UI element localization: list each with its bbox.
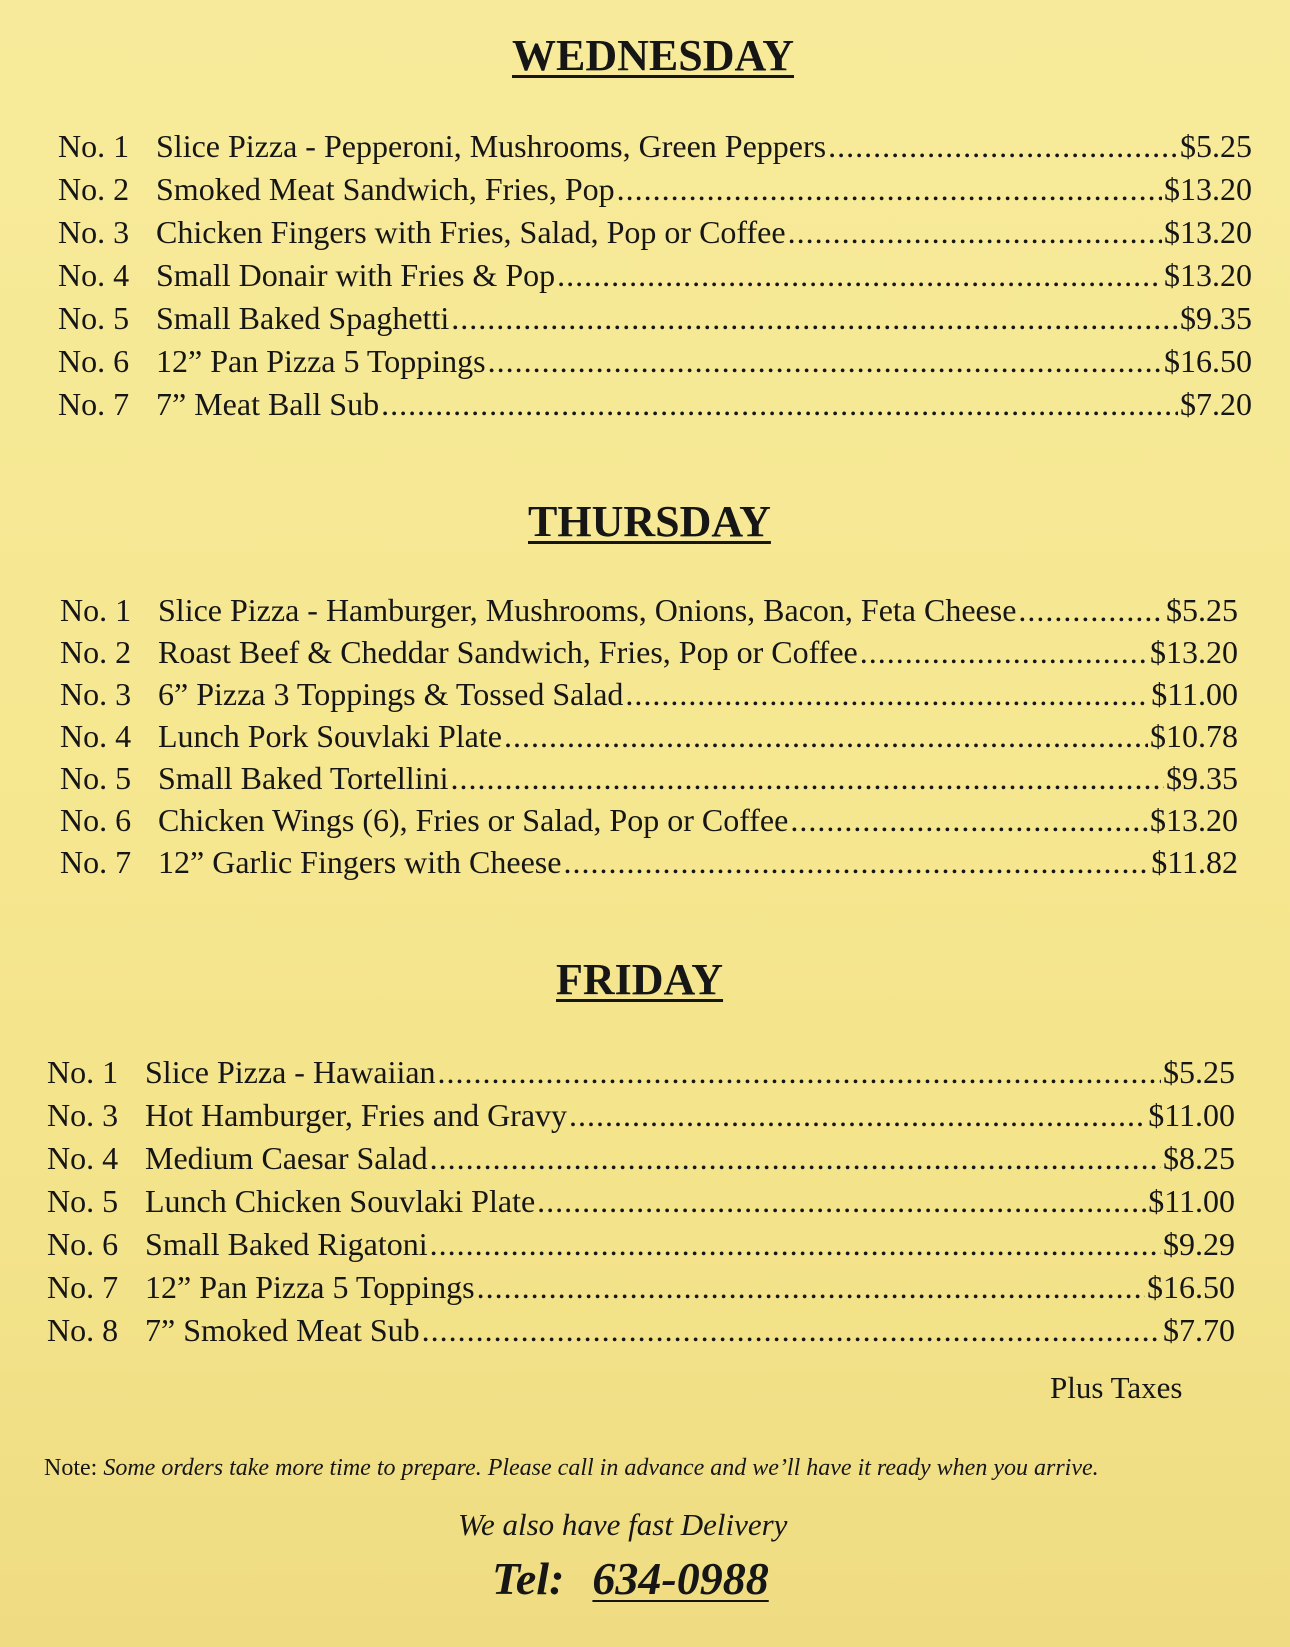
- menu-item: [60, 757, 1238, 799]
- friday-menu: [47, 1051, 1235, 1352]
- dot-leader: [563, 841, 1149, 883]
- item-number: No. 2: [60, 634, 132, 670]
- item-price: $5.25: [1163, 1054, 1235, 1090]
- dot-leader: [477, 1266, 1145, 1309]
- item-name: Chicken Wings (6), Fries or Salad, Pop or Coffee: [158, 802, 789, 838]
- dot-leader: [450, 757, 1164, 799]
- item-name: Small Baked Rigatoni: [145, 1226, 428, 1262]
- item-number: No. 4: [47, 1140, 119, 1176]
- menu-item: [47, 1180, 1235, 1223]
- item-name: Chicken Fingers with Fries, Salad, Pop or Coffee: [156, 214, 786, 250]
- phone-line: [492, 1551, 769, 1607]
- item-number: No. 7: [58, 386, 130, 422]
- item-name: Slice Pizza - Hamburger, Mushrooms, Onions, Bacon, Feta Cheese: [158, 592, 1017, 628]
- dot-leader: [860, 631, 1148, 673]
- item-price: $9.29: [1163, 1226, 1235, 1262]
- item-number: No. 5: [58, 300, 130, 336]
- dot-leader: [617, 168, 1162, 211]
- menu-item: [60, 589, 1238, 631]
- item-name: Lunch Pork Souvlaki Plate: [158, 718, 502, 754]
- menu-item: [47, 1266, 1235, 1309]
- dot-leader: [430, 1223, 1161, 1266]
- dot-leader: [438, 1051, 1161, 1094]
- item-number: No. 4: [58, 257, 130, 293]
- item-price: $11.00: [1148, 1183, 1235, 1219]
- item-number: No. 3: [47, 1097, 119, 1133]
- item-price: $16.50: [1147, 1269, 1235, 1305]
- item-name: 12” Pan Pizza 5 Toppings: [156, 343, 486, 379]
- dot-leader: [788, 211, 1162, 254]
- dot-leader: [488, 340, 1162, 383]
- item-number: No. 1: [60, 592, 132, 628]
- menu-item: [58, 125, 1252, 168]
- item-name: 7” Smoked Meat Sub: [145, 1312, 420, 1348]
- item-number: No. 5: [47, 1183, 119, 1219]
- menu-item: [58, 168, 1252, 211]
- item-price: $7.70: [1163, 1312, 1235, 1348]
- dot-leader: [569, 1094, 1146, 1137]
- item-name: Hot Hamburger, Fries and Gravy: [145, 1097, 568, 1133]
- dot-leader: [625, 673, 1149, 715]
- item-name: Roast Beef & Cheddar Sandwich, Fries, Pop or Coffee: [158, 634, 858, 670]
- phone-number: 634-0988: [592, 1553, 769, 1604]
- item-name: Lunch Chicken Souvlaki Plate: [145, 1183, 536, 1219]
- item-number: No. 6: [60, 802, 132, 838]
- menu-item: [58, 340, 1252, 383]
- dot-leader: [504, 715, 1148, 757]
- item-price: $13.20: [1164, 171, 1252, 207]
- item-number: No. 1: [58, 128, 130, 164]
- item-price: $9.35: [1180, 300, 1252, 336]
- item-name: Slice Pizza - Hawaiian: [145, 1054, 436, 1090]
- note-label: Note:: [44, 1455, 98, 1481]
- item-name: Small Baked Tortellini: [158, 760, 449, 796]
- item-name: Medium Caesar Salad: [145, 1140, 428, 1176]
- thursday-heading: THURSDAY: [528, 497, 771, 546]
- plus-taxes-note: Plus Taxes: [1050, 1370, 1183, 1405]
- tel-label: Tel:: [492, 1553, 565, 1604]
- item-name: 7” Meat Ball Sub: [156, 386, 380, 422]
- item-name: 12” Pan Pizza 5 Toppings: [145, 1269, 475, 1305]
- menu-item: [47, 1223, 1235, 1266]
- item-price: $7.20: [1180, 386, 1252, 422]
- item-number: No. 7: [60, 844, 132, 880]
- dot-leader: [790, 799, 1148, 841]
- item-name: Smoked Meat Sandwich, Fries, Pop: [156, 171, 615, 207]
- item-number: No. 3: [60, 676, 132, 712]
- item-number: No. 5: [60, 760, 132, 796]
- wednesday-menu: [58, 125, 1252, 426]
- dot-leader: [1018, 589, 1164, 631]
- item-name: Small Baked Spaghetti: [156, 300, 450, 336]
- item-number: No. 3: [58, 214, 130, 250]
- item-number: No. 6: [58, 343, 130, 379]
- item-price: $13.20: [1164, 214, 1252, 250]
- dot-leader: [451, 297, 1178, 340]
- menu-item: [60, 841, 1238, 883]
- item-name: 12” Garlic Fingers with Cheese: [158, 844, 562, 880]
- dot-leader: [381, 383, 1178, 426]
- menu-item: [58, 254, 1252, 297]
- item-number: No. 4: [60, 718, 132, 754]
- menu-item: [47, 1094, 1235, 1137]
- item-price: $16.50: [1164, 343, 1252, 379]
- dot-leader: [537, 1180, 1146, 1223]
- dot-leader: [422, 1309, 1161, 1352]
- item-price: $13.20: [1150, 634, 1238, 670]
- dot-leader: [557, 254, 1162, 297]
- menu-item: [60, 631, 1238, 673]
- menu-item: [47, 1309, 1235, 1352]
- item-number: No. 6: [47, 1226, 119, 1262]
- delivery-line: We also have fast Delivery: [458, 1507, 788, 1542]
- dot-leader: [828, 125, 1178, 168]
- item-price: $5.25: [1166, 592, 1238, 628]
- item-price: $9.35: [1166, 760, 1238, 796]
- item-price: $13.20: [1150, 802, 1238, 838]
- item-price: $10.78: [1150, 718, 1238, 754]
- menu-item: [60, 673, 1238, 715]
- dot-leader: [430, 1137, 1161, 1180]
- friday-heading: FRIDAY: [556, 955, 724, 1004]
- menu-item: [58, 297, 1252, 340]
- menu-item: [47, 1051, 1235, 1094]
- item-name: Small Donair with Fries & Pop: [156, 257, 556, 293]
- item-number: No. 2: [58, 171, 130, 207]
- item-price: $11.00: [1148, 1097, 1235, 1133]
- menu-item: [60, 799, 1238, 841]
- menu-item: [58, 383, 1252, 426]
- item-number: No. 7: [47, 1269, 119, 1305]
- note-text: Some orders take more time to prepare. Please call in advance and we’ll have it ready when you arrive.: [103, 1455, 1099, 1481]
- item-price: $13.20: [1164, 257, 1252, 293]
- advance-order-note: [44, 1452, 1099, 1484]
- item-number: No. 8: [47, 1312, 119, 1348]
- menu-item: [60, 715, 1238, 757]
- menu-item: [47, 1137, 1235, 1180]
- item-price: $11.00: [1151, 676, 1238, 712]
- item-name: Slice Pizza - Pepperoni, Mushrooms, Green Peppers: [156, 128, 827, 164]
- item-number: No. 1: [47, 1054, 119, 1090]
- wednesday-heading: WEDNESDAY: [512, 31, 795, 80]
- item-price: $8.25: [1163, 1140, 1235, 1176]
- thursday-menu: [60, 589, 1238, 883]
- item-name: 6” Pizza 3 Toppings & Tossed Salad: [158, 676, 624, 712]
- item-price: $5.25: [1180, 128, 1252, 164]
- item-price: $11.82: [1151, 844, 1238, 880]
- menu-item: [58, 211, 1252, 254]
